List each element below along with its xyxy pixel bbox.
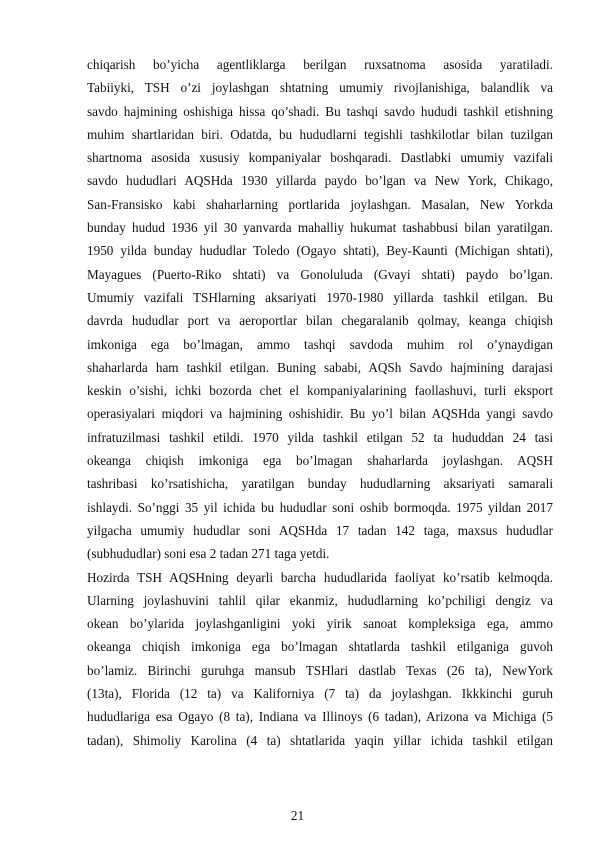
text-line: tadan), Shimoliy Karolina (4 ta) shtatlarida yaqin yillar ichida tashkil etilgan — [87, 732, 553, 748]
text-line: Umumiy vazifali TSHlarning aksariyati 1970-1980 yillarda tashkil etilgan. Bu — [87, 289, 553, 305]
text-line: infratuzilmasi tashkil etildi. 1970 yilda tashkil etilgan 52 ta hududdan 24 tasi — [87, 429, 553, 445]
text-line: hududlariga esa Ogayo (8 ta), Indiana va Illinoys (6 tadan), Arizona va Michiga (5 — [87, 709, 553, 725]
text-line: Mayagues (Puerto-Riko shtati) va Gonoluluda (Gvayi shtati) paydo bo’lgan. — [87, 266, 553, 282]
text-line: davrda hududlar port va aeroportlar bilan chegaralanib qolmay, keanga chiqish — [87, 313, 553, 329]
text-line: shartnoma asosida xususiy kompaniyalar boshqaradi. Dastlabki umumiy vazifali — [87, 150, 553, 166]
text-line: savdo hududlari AQSHda 1930 yillarda paydo bo’lgan va New York, Chikago, — [87, 173, 553, 189]
text-line: keskin o’sishi, ichki bozorda chet el kompaniyalarining faollashuvi, turli eksport — [87, 383, 553, 399]
text-line: Tabiiyki, TSH o’zi joylashgan shtatning umumiy rivojlanishiga, balandlik va — [87, 80, 553, 96]
text-line: savdo hajmining oshishiga hissa qo’shadi. Bu tashqi savdo hududi tashkil etishning — [87, 103, 553, 119]
text-line: (13ta), Florida (12 ta) va Kaliforniya (7 ta) da joylashgan. Ikkkinchi guruh — [87, 686, 553, 702]
text-line: imkoniga ega bo’lmagan, ammo tashqi savdoda muhim rol o’ynaydigan — [87, 336, 553, 352]
text-line: shaharlarda ham tashkil etilgan. Buning sababi, AQSh Savdo hajmining darajasi — [87, 359, 553, 375]
text-line: chiqarish bo’yicha agentliklarga berilgan ruxsatnoma asosida yaratiladi. — [87, 57, 553, 72]
text-line: bo’lamiz. Birinchi guruhga mansub TSHlari dastlab Texas (26 ta), NewYork — [87, 662, 553, 678]
text-line: okeanga chiqish imkoniga ega bo’lmagan shaharlarda joylashgan. AQSH — [87, 453, 553, 469]
body-text — [87, 53, 553, 752]
text-line: muhim shartlaridan biri. Odatda, bu hududlarni tegishli tashkilotlar bilan tuzilgan — [87, 126, 553, 142]
text-line: bunday hudud 1936 yil 30 yanvarda mahalliy hukumat tashabbusi bilan yaratilgan. — [87, 220, 553, 236]
paragraph-end-line: (subhududlar) soni esa 2 tadan 271 taga yetdi. — [87, 546, 330, 562]
text-line: ishlaydi. So’nggi 35 yil ichida bu hududlar soni oshib bormoqda. 1975 yildan 2017 — [87, 499, 553, 515]
text-line: Hozirda TSH AQSHning deyarli barcha hududlarida faoliyat ko’rsatib kelmoqda. — [87, 569, 553, 585]
text-line: operasiyalari miqdori va hajmining oshishidir. Bu yo’l bilan AQSHda yangi savdo — [87, 406, 553, 422]
text-line: Ularning joylashuvini tahlil qilar ekanmiz, hududlarning ko’pchiligi dengiz va — [87, 592, 553, 608]
text-line: okeanga chiqish imkoniga ega bo’lmagan shtatlarda tashkil etilganiga guvoh — [87, 639, 553, 655]
text-line: 1950 yilda bunday hududlar Toledo (Ogayo shtati), Bey-Kaunti (Michigan shtati), — [87, 243, 553, 259]
text-line: tashribasi ko’rsatishicha, yaratilgan bunday hududlarning aksariyati samarali — [87, 476, 553, 492]
text-line: okean bo’ylarida joylashganligini yoki yirik sanoat kompleksiga ega, ammo — [87, 616, 553, 632]
text-line: yilgacha umumiy hududlar soni AQSHda 17 tadan 142 taga, maxsus hududlar — [87, 522, 553, 538]
text-line: San-Fransisko kabi shaharlarning portlarida joylashgan. Masalan, New Yorkda — [87, 196, 553, 212]
page-number: 21 — [290, 808, 305, 823]
